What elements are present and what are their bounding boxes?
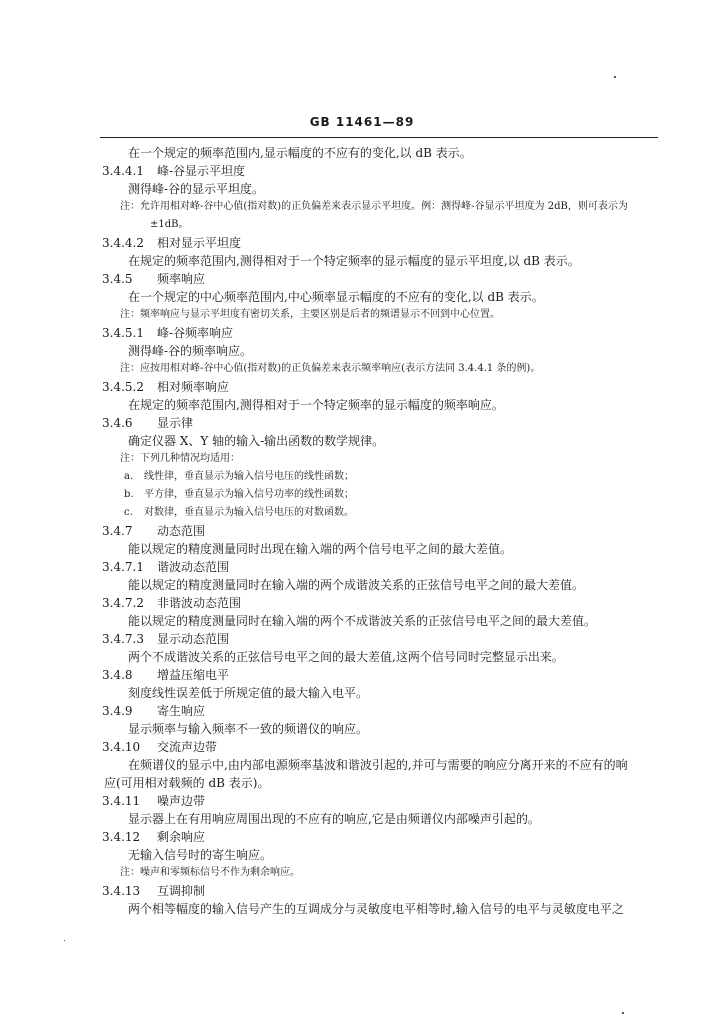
section-title: 显示律	[157, 416, 194, 430]
section-number: 3.4.7.2	[102, 596, 144, 610]
paragraph-line: 刻度线性误差低于所规定值的最大输入电平。	[128, 686, 369, 700]
list-item-text: 平方律，垂直显示为输入信号功率的线性函数；	[144, 489, 354, 500]
paragraph-line: 在一个规定的中心频率范围内,中心频率显示幅度的不应有的变化,以 dB 表示。	[128, 290, 544, 304]
section-number: 3.4.4.2	[102, 236, 144, 250]
section-heading	[102, 594, 650, 612]
section-title: 谐波动态范围	[157, 560, 230, 574]
section-title: 动态范围	[157, 524, 206, 538]
list-item-label: c.	[124, 507, 133, 518]
scan-speck	[614, 76, 616, 78]
section-heading	[102, 702, 650, 720]
paragraph-line: 在频谱仪的显示中,由内部电源频率基波和谐波引起的,并可与需要的响应分离开来的不应有的响	[128, 758, 628, 772]
paragraph-line: 能以规定的精度测量同时出现在输入端的两个信号电平之间的最大差值。	[128, 542, 513, 556]
section-title: 寄生响应	[157, 704, 206, 718]
section-number: 3.4.5	[102, 272, 133, 286]
section-heading	[102, 882, 650, 900]
section-number: 3.4.11	[102, 794, 141, 808]
section-number: 3.4.5.2	[102, 380, 144, 394]
section-number: 3.4.7.1	[102, 560, 144, 574]
section-heading	[102, 558, 650, 576]
section-heading	[102, 792, 650, 810]
scan-speck	[622, 1012, 624, 1014]
header-rule	[100, 137, 658, 138]
paragraph-line: 两个不成谐波关系的正弦信号电平之间的最大差值,这两个信号同时完整显示出来。	[128, 650, 564, 664]
section-title: 剩余响应	[157, 830, 206, 844]
note-line: 注：频率响应与显示平坦度有密切关系，主要区别是后者的频谱显示不回到中心位置。	[120, 309, 500, 320]
section-title: 噪声边带	[157, 794, 206, 808]
note-line: 注：允许用相对峰-谷中心值(指对数)的正负偏差来表示显示平坦度。例：测得峰-谷显示平坦度为 2dB，则可表示为	[120, 201, 628, 212]
paragraph-line: 在规定的频率范围内,测得相对于一个特定频率的显示幅度的显示平坦度,以 dB 表示。	[128, 254, 580, 268]
section-title: 互调抑制	[157, 884, 206, 898]
paragraph-line: 能以规定的精度测量同时在输入端的两个不成谐波关系的正弦信号电平之间的最大差值。	[128, 614, 597, 628]
section-heading	[102, 738, 650, 756]
section-heading	[102, 414, 650, 432]
paragraph-line: 显示器上在有用响应周围出现的不应有的响应,它是由频谱仪内部噪声引起的。	[128, 812, 540, 826]
paragraph-line: 测得峰-谷的显示平坦度。	[128, 182, 265, 196]
paragraph-line: 显示频率与输入频率不一致的频谱仪的响应。	[128, 722, 369, 736]
section-title: 交流声边带	[157, 740, 218, 754]
note-line: 注：下列几种情况均适用：	[120, 453, 240, 464]
section-heading	[102, 630, 650, 648]
section-heading	[102, 522, 650, 540]
section-title: 峰-谷显示平坦度	[157, 164, 246, 178]
section-number: 3.4.4.1	[102, 164, 144, 178]
section-title: 非谐波动态范围	[157, 596, 242, 610]
list-item	[102, 468, 650, 486]
list-item-text: 线性律，垂直显示为输入信号电压的线性函数；	[144, 471, 354, 482]
section-heading	[102, 234, 650, 252]
list-item-label: b.	[124, 489, 134, 500]
section-title: 显示动态范围	[157, 632, 230, 646]
section-heading	[102, 828, 650, 846]
section-heading	[102, 666, 650, 684]
section-number: 3.4.5.1	[102, 326, 144, 340]
page-header: GB 11461—89	[309, 115, 415, 129]
paragraph-line: 两个相等幅度的输入信号产生的互调成分与灵敏度电平相等时,输入信号的电平与灵敏度电平之	[128, 902, 624, 916]
section-number: 3.4.7	[102, 524, 133, 538]
list-item	[102, 486, 650, 504]
section-heading	[102, 324, 650, 342]
note-line: 注：应按用相对峰-谷中心值(指对数)的正负偏差来表示频率响应(表示方法同 3.4.4.1 条的例)。	[120, 363, 541, 374]
section-number: 3.4.13	[102, 884, 141, 898]
paragraph-line: 测得峰-谷的频率响应。	[128, 344, 253, 358]
section-number: 3.4.9	[102, 704, 133, 718]
section-number: 3.4.8	[102, 668, 133, 682]
section-title: 增益压缩电平	[157, 668, 230, 682]
section-heading	[102, 162, 650, 180]
paragraph-line: 应(可用相对载频的 dB 表示)。	[104, 776, 270, 790]
section-heading	[102, 378, 650, 396]
paragraph-line: 确定仪器 X、Y 轴的输入-输出函数的数学规律。	[128, 434, 385, 448]
section-number: 3.4.7.3	[102, 632, 144, 646]
section-number: 3.4.10	[102, 740, 141, 754]
section-title: 相对频率响应	[157, 380, 230, 394]
paragraph-line: 能以规定的精度测量同时在输入端的两个成谐波关系的正弦信号电平之间的最大差值。	[128, 578, 585, 592]
section-title: 峰-谷频率响应	[157, 326, 234, 340]
section-number: 3.4.12	[102, 830, 141, 844]
paragraph-line: 在规定的频率范围内,测得相对于一个特定频率的显示幅度的频率响应。	[128, 398, 504, 412]
section-title: 频率响应	[157, 272, 206, 286]
paragraph-line: 无输入信号时的寄生响应。	[128, 848, 273, 862]
document-body	[102, 144, 650, 918]
section-heading	[102, 270, 650, 288]
list-item-label: a.	[124, 471, 134, 482]
note-line: 注：噪声和零频标信号不作为剩余响应。	[120, 867, 300, 878]
note-line: ±1dB。	[150, 219, 189, 230]
paragraph-line: 在一个规定的频率范围内,显示幅度的不应有的变化,以 dB 表示。	[128, 146, 472, 160]
section-number: 3.4.6	[102, 416, 133, 430]
scan-speck	[64, 940, 65, 941]
list-item-text: 对数律，垂直显示为输入信号电压的对数函数。	[144, 507, 354, 518]
list-item	[102, 504, 650, 522]
section-title: 相对显示平坦度	[157, 236, 242, 250]
